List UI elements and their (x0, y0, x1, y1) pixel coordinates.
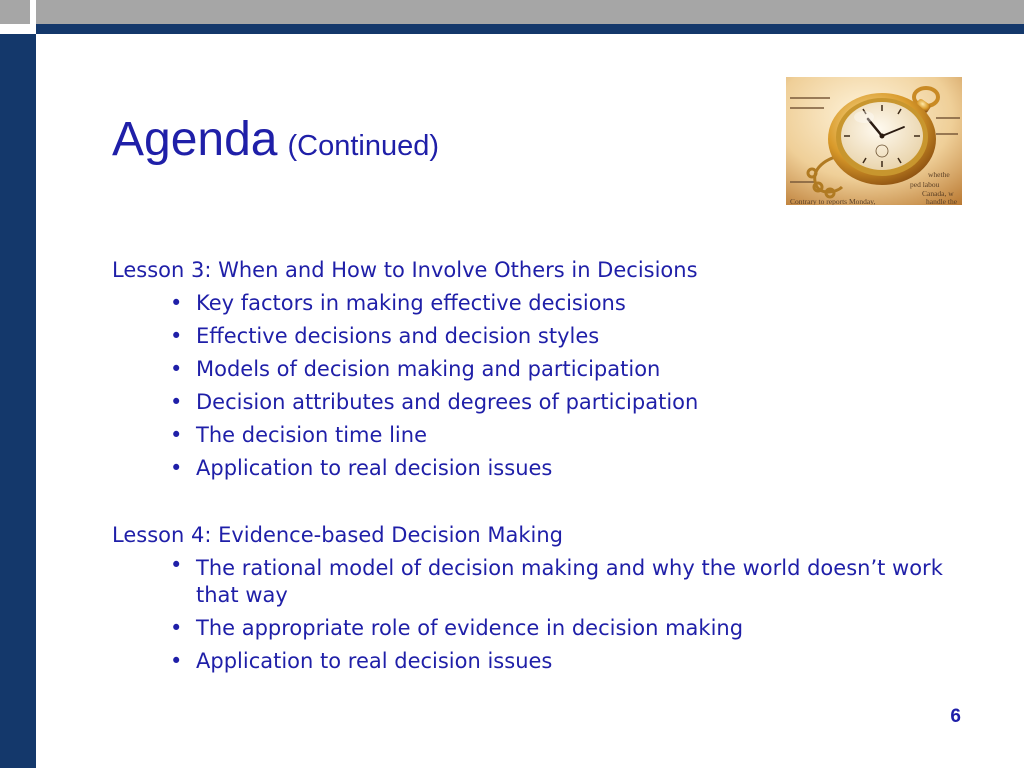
newspaper-text-2: ped labou (910, 180, 940, 189)
page-number: 6 (950, 706, 961, 727)
section-spacer (112, 485, 972, 519)
list-item: • The appropriate role of evidence in decision making (112, 612, 972, 645)
lesson-4-heading: Lesson 4: Evidence-based Decision Making (112, 523, 563, 547)
list-item: • Models of decision making and participation (112, 353, 972, 386)
bullet-icon: • (170, 357, 183, 381)
lesson-4-list (112, 552, 972, 678)
bullet-icon: • (170, 423, 183, 447)
bullet-icon: • (170, 553, 183, 577)
top-gray-bar (36, 0, 1024, 24)
list-item: • Application to real decision issues (112, 452, 972, 485)
lesson-3-heading: Lesson 3: When and How to Involve Others in Decisions (112, 258, 698, 282)
list-item: • Application to real decision issues (112, 645, 972, 678)
title-subtitle: (Continued) (287, 130, 440, 162)
slide-title (112, 112, 439, 167)
pocket-watch-photo (786, 77, 962, 205)
lesson-3-list (112, 287, 972, 485)
list-item: • The decision time line (112, 419, 972, 452)
list-item: • The rational model of decision making and why the world doesn’t work that way (170, 553, 943, 607)
top-navy-bar (36, 24, 1024, 34)
bullet-icon: • (170, 616, 183, 640)
pocket-watch-icon (786, 77, 962, 205)
bullet-icon: • (170, 649, 183, 673)
list-item: • Decision attributes and degrees of participation (112, 386, 972, 419)
list-item: • Effective decisions and decision styles (112, 320, 972, 353)
newspaper-text-1: whethe (928, 170, 950, 179)
bullet-icon: • (170, 390, 183, 414)
bullet-icon: • (170, 291, 183, 315)
newspaper-text-4: Contrary to reports Monday, (790, 197, 876, 205)
list-item: • Key factors in making effective decisions (112, 287, 972, 320)
corner-gray-block (0, 0, 30, 24)
title-main: Agenda (112, 113, 278, 166)
newspaper-text-5: handle the (926, 197, 958, 205)
left-accent-bar (0, 0, 36, 768)
bullet-icon: • (170, 456, 183, 480)
agenda-content (112, 254, 972, 678)
newspaper-text-3: Canada, w (922, 189, 954, 198)
bullet-icon: • (170, 324, 183, 348)
